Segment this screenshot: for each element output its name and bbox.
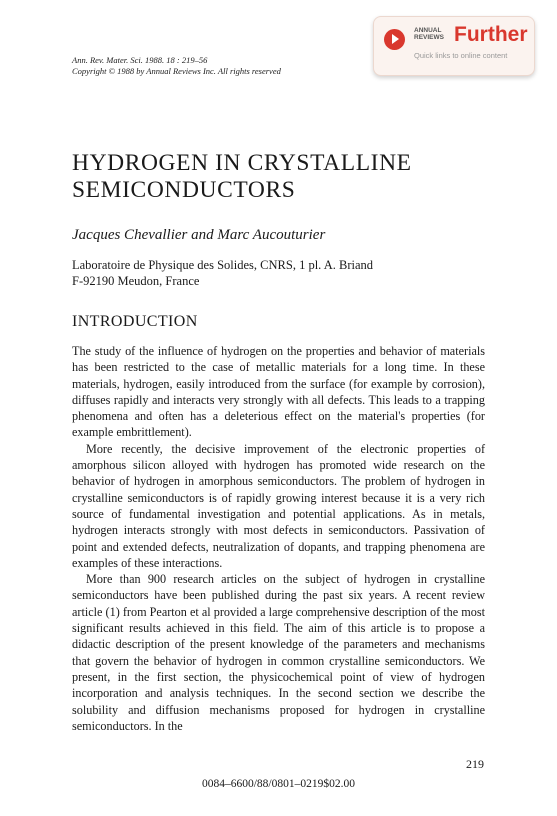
paragraph-2: More recently, the decisive improvement of the electronic properties of amorphous silicon alloyed with hydrogen has promoted wide research on the behavior of hydrogen in amorphous semiconductors. The problem of hydrogen in crystalline semiconductors is of rapidly growing interest because it is a very rich source of fundamental investigation and potential applications. As in metals, hydrogen interacts strongly with most defects in semiconductors. Passivation of point and extended defects, neutralization of dopants, and trapping phenomena are examples of these interactions. bbox=[72, 441, 485, 570]
article-title bbox=[72, 150, 412, 204]
section-heading-introduction: INTRODUCTION bbox=[72, 313, 198, 330]
journal-citation: Ann. Rev. Mater. Sci. 1988. 18 : 219–56 bbox=[72, 55, 208, 65]
affiliation bbox=[72, 257, 373, 289]
article-body bbox=[72, 343, 485, 734]
journal-reference bbox=[72, 55, 281, 77]
further-title: Further bbox=[454, 23, 528, 46]
affiliation-line-2: F-92190 Meudon, France bbox=[72, 274, 200, 288]
play-icon bbox=[384, 29, 405, 50]
further-online-content-link[interactable] bbox=[373, 16, 535, 76]
further-subtitle: Quick links to online content bbox=[414, 51, 508, 60]
authors: Jacques Chevallier and Marc Aucouturier bbox=[72, 227, 326, 243]
paragraph-1: The study of the influence of hydrogen on the properties and behavior of materials has been restricted to the case of metallic materials for a long time. In these materials, hydrogen, easily introduced from the surface (for example by corrosion), diffuses rapidly and interacts very strongly with all defects. This leads to a trapping phenomena and often has a deleterious effect on the material's properties (for example embrittlement). bbox=[72, 344, 485, 440]
paragraph-3: More than 900 research articles on the subject of hydrogen in crystalline semiconductors have been published during the past six years. A recent review article (1) from Pearton et al provided a large comprehensive description of the most significant results achieved in this field. The aim of this article is to propose a didactic description of the present knowledge of the parameters and mechanisms that govern the behavior of hydrogen in common crystalline semiconductors. We present, in the first section, the physicochemical point of view of hydrogen incorporation and analysis techniques. In the second section we describe the solubility and diffusion mechanisms proposed for hydrogen in crystalline semiconductors. In the bbox=[72, 572, 485, 733]
annual-reviews-brand: ANNUAL REVIEWS bbox=[414, 27, 444, 41]
footer-code: 0084–6600/88/0801–0219$02.00 bbox=[201, 778, 355, 790]
copyright-notice: Copyright © 1988 by Annual Reviews Inc. All rights reserved bbox=[72, 66, 281, 76]
page-number: 219 bbox=[466, 757, 484, 771]
article-title-line-2: SEMICONDUCTORS bbox=[72, 177, 296, 203]
affiliation-line-1: Laboratoire de Physique des Solides, CNRS, 1 pl. A. Briand bbox=[72, 258, 374, 272]
article-title-line-1: HYDROGEN IN CRYSTALLINE bbox=[72, 150, 412, 176]
